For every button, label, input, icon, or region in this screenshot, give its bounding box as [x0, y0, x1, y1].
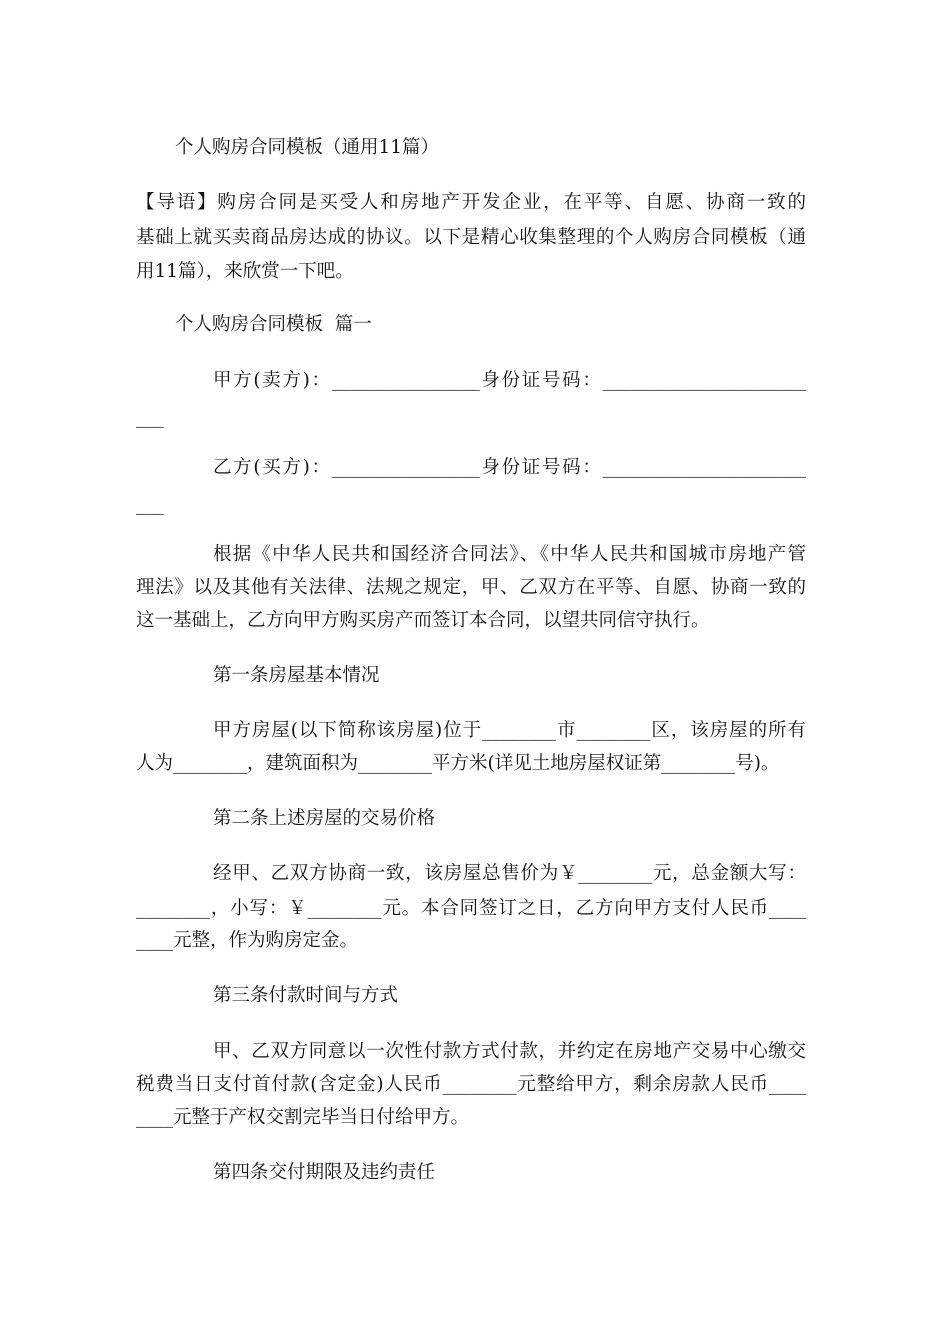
document-title: 个人购房合同模板（通用11篇）: [175, 137, 440, 158]
article-2-line-3: ____元整，作为购房定金。: [136, 930, 359, 951]
preamble-line-3: 这一基础上，乙方向甲方购买房产而签订本合同，以望共同信守执行。: [136, 610, 710, 631]
article-3-heading: 第三条付款时间与方式: [213, 985, 399, 1006]
party-b-continuation: ___: [136, 494, 164, 515]
party-b-line: 乙方(买方)：________________身份证号码：______________________: [213, 457, 806, 478]
article-1-heading: 第一条房屋基本情况: [213, 665, 380, 686]
intro-line-2: 基础上就买卖商品房达成的协议。以下是精心收集整理的个人购房合同模板（通: [136, 227, 806, 248]
preamble-line-2: 理法》以及其他有关法律、法规之规定，甲、乙双方在平等、自愿、协商一致的: [136, 577, 806, 598]
article-3-line-2: 税费当日支付首付款(含定金)人民币________元整给甲方，剩余房款人民币____: [136, 1074, 806, 1095]
article-2-line-2: ________，小写：￥________元。本合同签订之日，乙方向甲方支付人民币____: [136, 898, 806, 919]
article-2-heading: 第二条上述房屋的交易价格: [213, 808, 436, 829]
article-4-heading: 第四条交付期限及违约责任: [213, 1162, 436, 1183]
article-2-line-1: 经甲、乙双方协商一致，该房屋总售价为￥________元，总金额大写：: [213, 863, 806, 884]
article-1-line-2: 人为________，建筑面积为________平方米(详见土地房屋权证第________号)。: [136, 753, 780, 774]
section-title: 个人购房合同模板 篇一: [175, 314, 372, 335]
article-1-line-1: 甲方房屋(以下简称该房屋)位于________市________区，该房屋的所有: [213, 720, 806, 741]
article-3-line-1: 甲、乙双方同意以一次性付款方式付款，并约定在房地产交易中心缴交: [213, 1041, 806, 1062]
party-a-continuation: ___: [136, 407, 164, 428]
preamble-line-1: 根据《中华人民共和国经济合同法》、《中华人民共和国城市房地产管: [213, 544, 806, 565]
party-a-line: 甲方(卖方)：________________身份证号码：______________________: [213, 370, 806, 391]
intro-line-3: 用11篇），来欣赏一下吧。: [136, 261, 354, 282]
intro-line-1: 【导语】购房合同是买受人和房地产开发企业，在平等、自愿、协商一致的: [136, 192, 806, 213]
article-3-line-3: ____元整于产权交割完毕当日付给甲方。: [136, 1107, 470, 1128]
